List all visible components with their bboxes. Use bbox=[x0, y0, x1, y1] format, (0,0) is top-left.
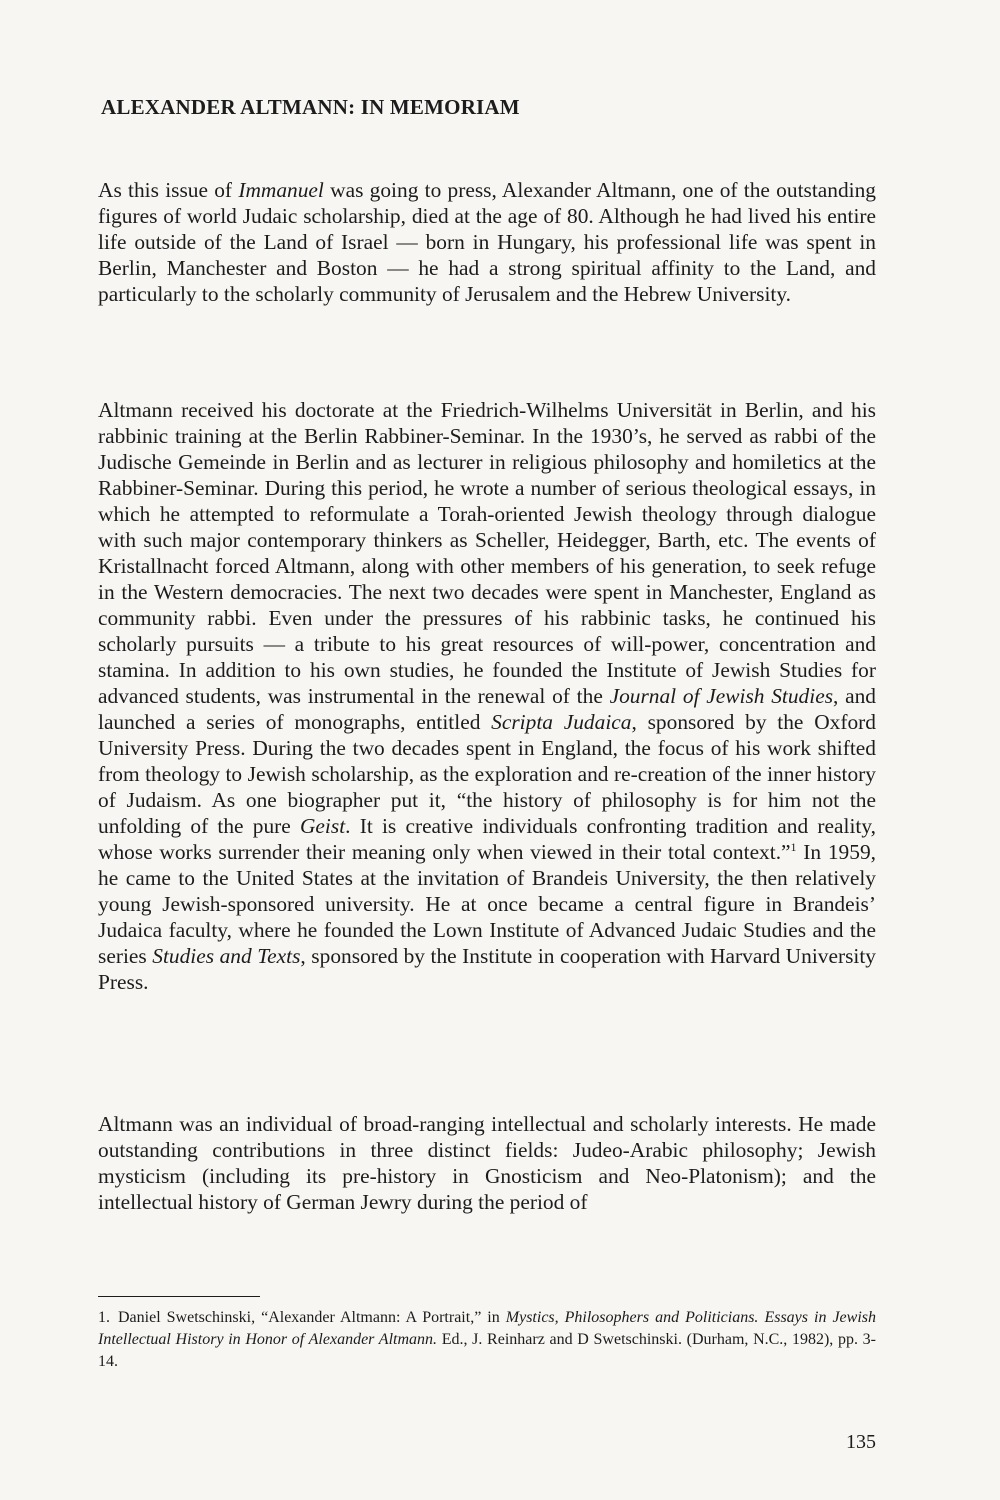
text-run: was going to press, Alexander Altmann, one of the outstanding figures of world Judaic scholarship, died at the age of 80. Although he had lived his entire life outside of the Land of Israel — born in Hungary, his professional life was spent in Berlin, Manchester and Boston — he had a strong spiritual affinity to the Land, and particularly to the scholarly community of Jerusalem and the Hebrew University. bbox=[98, 178, 876, 306]
journal-name: Immanuel bbox=[238, 178, 324, 202]
page-number: 135 bbox=[846, 1431, 876, 1453]
journal-page bbox=[98, 0, 876, 1500]
footnote-divider bbox=[98, 1296, 260, 1297]
text-run: As this issue of bbox=[98, 178, 239, 202]
text-run: Altmann received his doctorate at the Friedrich-Wilhelms Universität in Berlin, and his rabbinic training at the Berlin Rabbiner-Seminar. In the 1930’s, he served as rabbi of the Judische Gemeinde in Berlin and as lecturer in religious philosophy and homiletics at the Rabbiner-Seminar. During this period, he wrote a number of serious theological essays, in which he attempted to reformulate a Torah-oriented Jewish theology through dialogue with such major contemporary thinkers as Scheller, Heidegger, Barth, etc. The events of Kristallnacht forced Altmann, along with other members of his generation, to seek refuge in the Western democracies. The next two decades were spent in Manchester, England as community rabbi. Even under the pressures of his rabbinic tasks, he continued his scholarly pursuits — a tribute to his great resources of will-power, concentration and stamina. In addition to his own studies, he founded the Institute of Jewish Studies for advanced students, was instrumental in the renewal of the bbox=[98, 398, 876, 708]
text-run: Ed., J. Reinharz and D Swetschinski. (Durham, N.C., 1982), pp. 3-14. bbox=[98, 1331, 876, 1370]
text-run: In 1959, he came to the United States at the invitation of Brandeis University, the then relatively young Jewish-sponsored university. He at once became a central figure in Brandeis’ Judaica faculty, where he founded the Lown Institute of Advanced Judaic Studies and the series bbox=[98, 840, 876, 968]
footnote bbox=[98, 1307, 876, 1373]
footnote-reference[interactable]: 1 bbox=[790, 839, 797, 854]
italic-term: Geist bbox=[299, 814, 346, 838]
paragraph-intro bbox=[98, 177, 876, 307]
text-run: . It is creative individuals confronting tradition and reality, whose works surrender their meaning only when viewed in their total context.” bbox=[98, 814, 877, 864]
italic-title: Studies and Texts bbox=[152, 944, 301, 968]
paragraph-biography bbox=[98, 397, 876, 995]
italic-title: Mystics, Philosophers and Politicians. Essays in Jewish Intellectual History in Honor of Alexander Altmann. bbox=[98, 1309, 876, 1348]
italic-title: Journal of Jewish Studies bbox=[609, 684, 834, 708]
text-run: 1. Daniel Swetschinski, “Alexander Altmann: A Portrait,” in bbox=[98, 1309, 506, 1326]
italic-title: Scripta Judaica bbox=[491, 710, 632, 734]
text-run: , sponsored by the Institute in cooperation with Harvard University Press. bbox=[98, 944, 876, 994]
paragraph-interests bbox=[98, 1111, 876, 1215]
article-title: ALEXANDER ALTMANN: IN MEMORIAM bbox=[101, 95, 520, 119]
text-run: , and launched a series of monographs, entitled bbox=[98, 684, 876, 734]
text-run: , sponsored by the Oxford University Press. During the two decades spent in England, the focus of his work shifted from theology to Jewish scholarship, as the exploration and re-creation of the inner history of Judaism. As one biographer put it, “the history of philosophy is for him not the unfolding of the pure bbox=[98, 710, 876, 838]
text-run: Altmann was an individual of broad-ranging intellectual and scholarly interests. He made outstanding contributions in three distinct fields: Judeo-Arabic philosophy; Jewish mysticism (including its pre-history in Gnosticism and Neo-Platonism); and the intellectual history of German Jewry during the period of bbox=[98, 1112, 876, 1214]
